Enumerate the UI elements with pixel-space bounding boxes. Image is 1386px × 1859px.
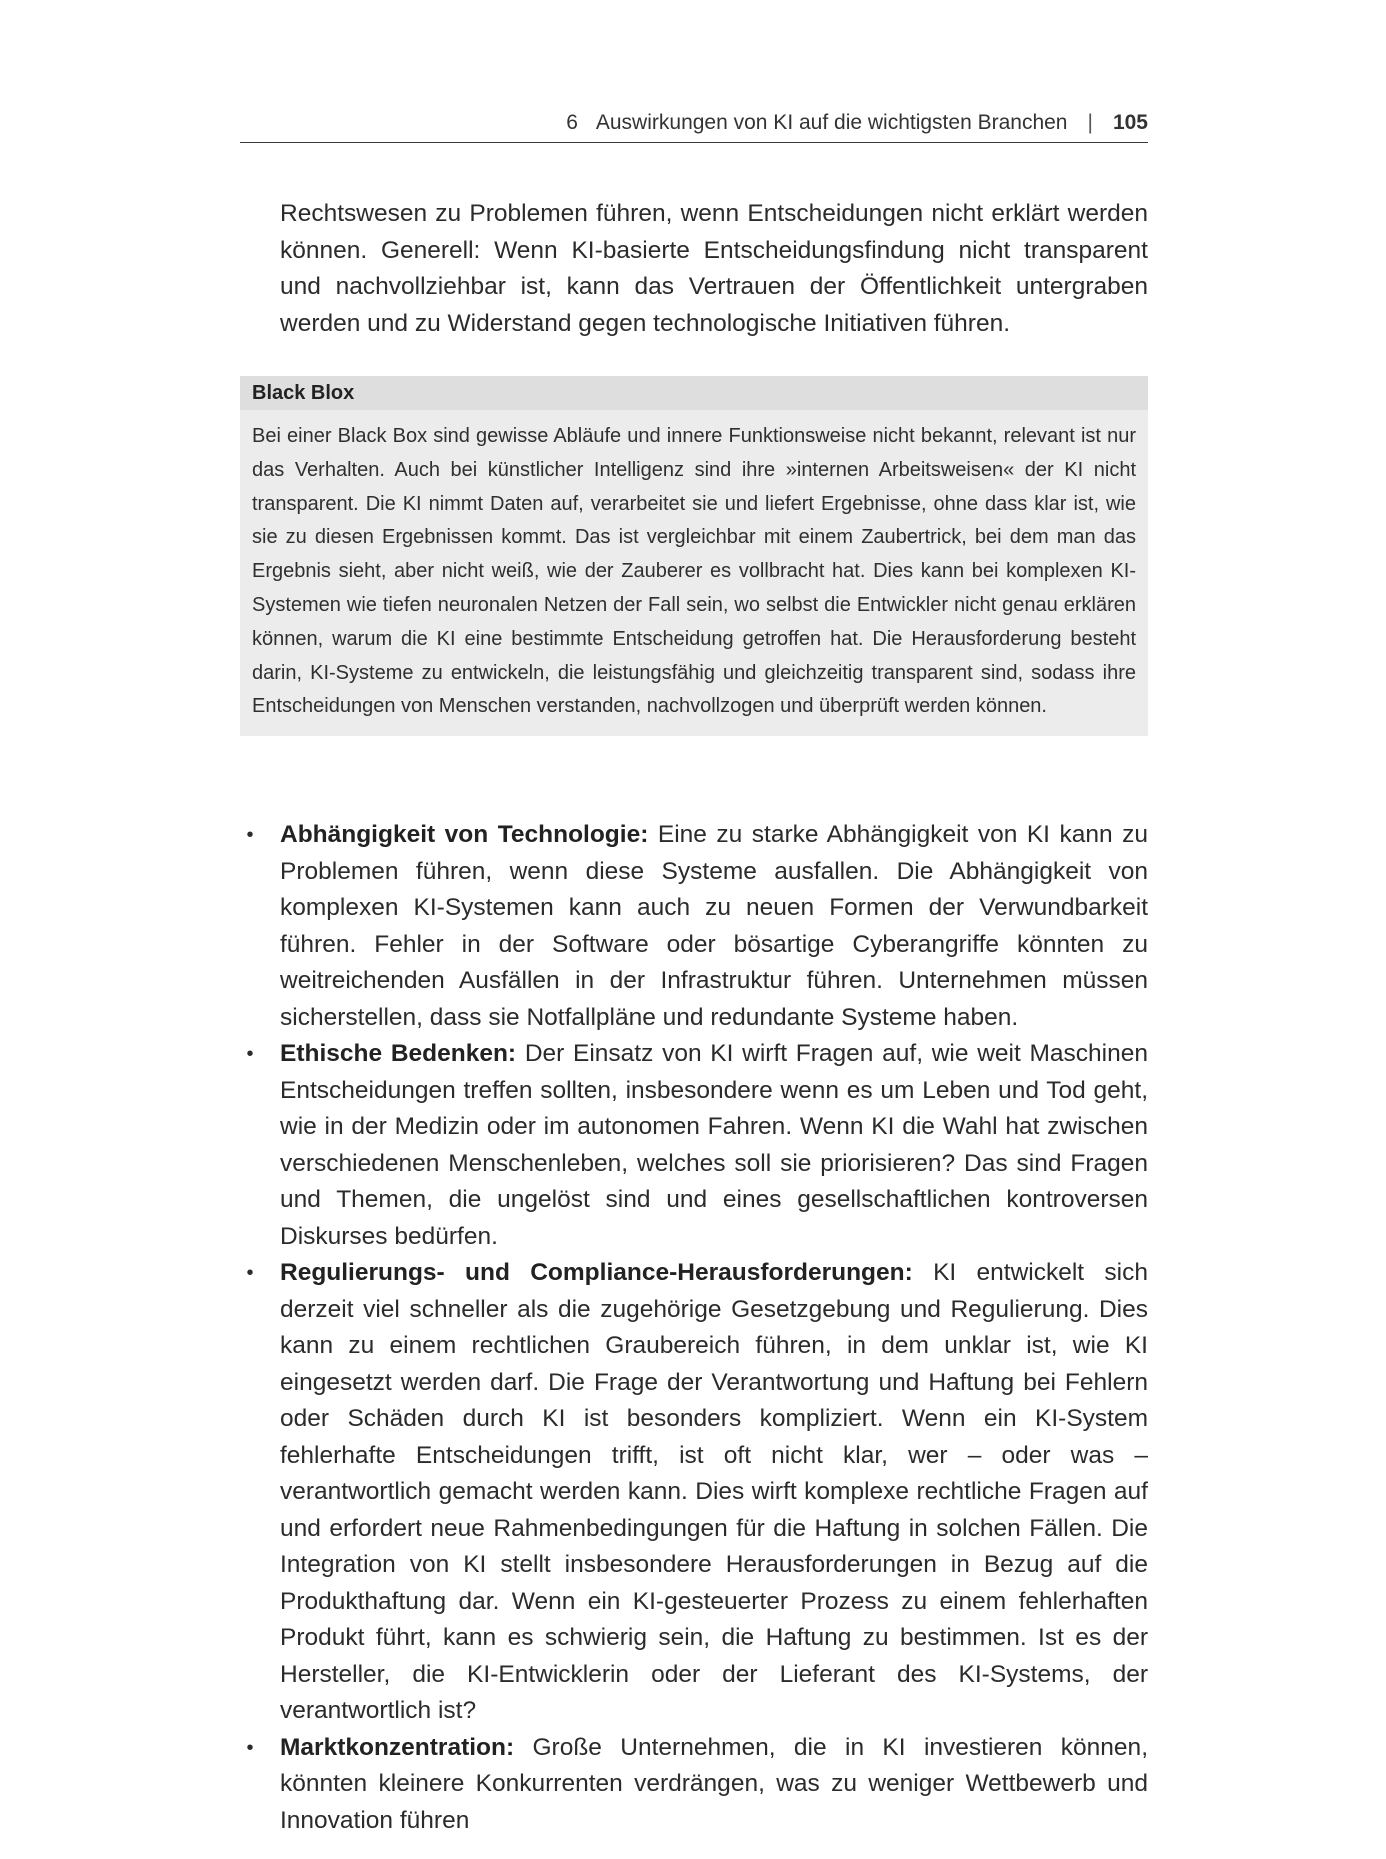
header-separator: | <box>1087 111 1093 134</box>
info-box-title: Black Blox <box>240 376 1148 410</box>
info-box-text: Bei einer Black Box sind gewisse Abläufe und innere Funktionsweise nicht bekannt, relevant ist nur das Verhalten. Auch bei künstlicher Intelligenz sind ihre »internen Arbeitsweisen« der KI nicht transparent. Die KI nimmt Daten auf, verarbeitet sie und liefert Ergebnisse, ohne dass klar ist, wie sie zu diesen Ergebnissen kommt. Das ist vergleichbar mit einem Zaubertrick, bei dem man das Ergebnis sieht, aber nicht weiß, wie der Zauberer es vollbracht hat. Dies kann bei komplexen KI-Systemen wie tiefen neuronalen Netzen der Fall sein, wo selbst die Entwickler nicht genau erklären können, warum die KI eine bestimmte Entscheidung getroffen hat. Die Herausforderung besteht darin, KI-Systeme zu entwickeln, die leistungsfähig und gleichzeitig transparent sind, sodass ihre Entscheidungen von Menschen verstanden, nachvollzogen und überprüft werden können. <box>252 425 1136 718</box>
list-item-text: Große Unternehmen, die in KI investieren können, könnten kleinere Konkurrenten verdrängen, was zu weniger Wettbewerb und Innovation führen <box>280 1733 1148 1834</box>
bullet-list <box>240 817 1148 1839</box>
bullet-icon: • <box>246 1262 254 1284</box>
list-item <box>240 1255 1148 1730</box>
list-item <box>240 1730 1148 1840</box>
bullet-icon: • <box>246 824 254 846</box>
list-item-text: Eine zu starke Abhängigkeit von KI kann zu Problemen führen, wenn diese Systeme ausfallen. Die Abhängigkeit von komplexen KI-Systemen kann auch zu neuen Formen der Verwundbarkeit führen. Fehler in der Software oder bösartige Cyberangriffe könnten zu weitreichenden Ausfällen in der Infrastruktur führen. Unternehmen müssen sicherstellen, dass sie Notfallpläne und redundante Systeme haben. <box>280 821 1148 1031</box>
list-item-term: Marktkonzentration: <box>280 1733 533 1761</box>
intro-paragraph: Rechtswesen zu Problemen führen, wenn Entscheidungen nicht erklärt werden können. Generell: Wenn KI-basierte Entscheidungsfindung nicht transparent und nachvollziehbar ist, kann das Vertrauen der Öffentlichkeit untergraben werden und zu Widerstand gegen technologische Initiativen führen. <box>280 200 1148 337</box>
list-item-term: Ethische Bedenken: <box>280 1040 525 1067</box>
list-item <box>240 1036 1148 1255</box>
list-item <box>240 817 1148 1036</box>
chapter-title: Auswirkungen von KI auf die wichtigsten Branchen <box>595 111 1068 134</box>
list-item-text: Der Einsatz von KI wirft Fragen auf, wie weit Maschinen Entscheidungen treffen sollten, insbesondere wenn es um Leben und Tod geht, wie in der Medizin oder im autonomen Fahren. Wenn KI die Wahl hat zwischen verschiedenen Menschenleben, welches soll sie priorisieren? Das sind Fragen und Themen, die ungelöst sind und eines gesellschaftlichen kontroversen Diskurses bedürfen. <box>280 1040 1148 1250</box>
list-item-term: Regulierungs- und Compliance-Herausforderungen: <box>280 1259 934 1286</box>
page-number: 105 <box>1112 111 1148 134</box>
info-box <box>240 376 1148 736</box>
bullet-icon: • <box>246 1043 254 1065</box>
chapter-number: 6 <box>566 111 578 134</box>
list-item-text: KI entwickelt sich derzeit viel schneller als die zugehörige Gesetzgebung und Regulierung. Dies kann zu einem rechtlichen Graubereich führen, in dem unklar ist, wie KI eingesetzt werden darf. Die Frage der Verantwortung und Haftung bei Fehlern oder Schäden durch KI ist besonders kompliziert. Wenn ein KI-System fehlerhafte Entscheidungen trifft, ist oft nicht klar, wer – oder was – verantwortlich gemacht werden kann. Dies wirft komplexe rechtliche Fragen auf und erfordert neue Rahmenbedingungen für die Haftung in solchen Fällen. Die Integration von KI stellt insbesondere Herausforderungen in Bezug auf die Produkthaftung dar. Wenn ein KI-gesteuerter Prozess zu einem fehlerhaften Produkt führt, kann es schwierig sein, die Haftung zu bestimmen. Ist es der Hersteller, die KI-Entwicklerin oder der Lieferant des KI-Systems, der verantwortlich ist? <box>280 1259 1148 1724</box>
running-header <box>240 104 1148 143</box>
list-item-term: Abhängigkeit von Technologie: <box>280 821 658 848</box>
bullet-icon: • <box>246 1736 254 1759</box>
